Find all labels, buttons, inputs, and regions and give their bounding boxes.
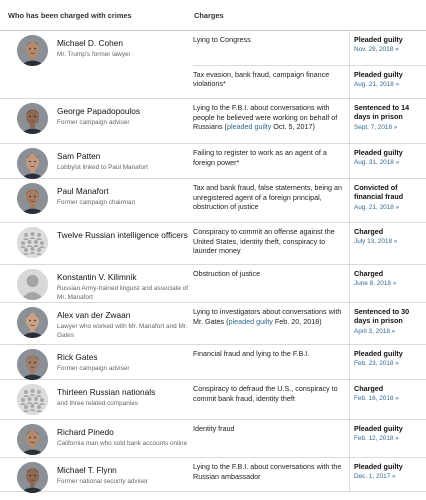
portrait-photo bbox=[17, 307, 48, 338]
charge-text: Lying to the F.B.I. about conversations with people he believed were working on behalf of Russians ( bbox=[193, 103, 338, 132]
status-cell bbox=[349, 66, 426, 99]
charge-row bbox=[193, 420, 426, 457]
charge-description: Tax and bank fraud, false statements, being an unregistered agent of a foreign principal, obstruction of justice bbox=[193, 183, 343, 212]
status-label: Pleaded guilty bbox=[354, 349, 403, 358]
status-cell bbox=[349, 345, 426, 379]
status-cell bbox=[349, 265, 426, 302]
charge-row bbox=[193, 458, 426, 491]
status-date-link[interactable]: Aug. 21, 2018 » bbox=[354, 203, 400, 211]
status-date-link[interactable]: July 13, 2018 » bbox=[354, 238, 398, 246]
status-label: Pleaded guilty bbox=[354, 424, 403, 433]
status-cell bbox=[349, 380, 426, 419]
pleaded-guilty-link[interactable]: pleaded guilty bbox=[226, 122, 272, 132]
status-label: Sentenced to 30 days in prison bbox=[354, 307, 410, 326]
table-header bbox=[0, 0, 426, 31]
pleaded-guilty-link[interactable]: pleaded guilty bbox=[228, 316, 273, 326]
person-silhouette-icon bbox=[17, 269, 48, 300]
person-description: Lawyer who worked with Mr. Manafort and Mr. Gates bbox=[57, 323, 188, 339]
status-date-link[interactable]: Dec. 1, 2017 » bbox=[354, 473, 396, 481]
person-cell bbox=[0, 179, 193, 222]
portrait-photo bbox=[17, 103, 48, 134]
group-silhouette-icon bbox=[17, 384, 48, 415]
charge-row bbox=[193, 31, 426, 65]
status-cell bbox=[349, 144, 426, 178]
status-label: Pleaded guilty bbox=[354, 69, 403, 79]
person-name: Michael D. Cohen bbox=[57, 38, 123, 48]
charge-description: Conspiracy to commit an offense against the United States, identity theft, conspiracy to launder money bbox=[193, 227, 335, 256]
header-charges: Charges bbox=[194, 10, 224, 20]
person-cell bbox=[0, 265, 193, 302]
person-cell bbox=[0, 420, 193, 457]
person-name: Paul Manafort bbox=[57, 186, 109, 196]
portrait-photo bbox=[17, 424, 48, 455]
table-body bbox=[0, 31, 426, 492]
status-date-link[interactable]: Nov. 29, 2018 » bbox=[354, 46, 399, 54]
charge-description: Conspiracy to defraud the U.S., conspiracy to commit bank fraud, identity theft bbox=[193, 384, 338, 403]
status-label: Charged bbox=[354, 384, 384, 393]
status-date-link[interactable]: April 3, 2018 » bbox=[354, 327, 396, 335]
table-row bbox=[0, 420, 426, 458]
person-name: Thirteen Russian nationals bbox=[57, 387, 156, 397]
charge-row bbox=[193, 303, 426, 344]
charge-row bbox=[193, 179, 426, 222]
person-name: Rick Gates bbox=[57, 352, 98, 362]
table-row bbox=[0, 99, 426, 144]
status-label: Sentenced to 14 days in prison bbox=[354, 103, 410, 122]
status-date-link[interactable]: Feb. 12, 2018 » bbox=[354, 435, 399, 443]
person-description: Former campaign adviser bbox=[57, 119, 130, 126]
person-name: Konstantin V. Kilimnik bbox=[57, 272, 137, 282]
portrait-photo bbox=[17, 148, 48, 179]
person-name: Richard Pinedo bbox=[57, 427, 114, 437]
status-label: Pleaded guilty bbox=[354, 35, 403, 44]
charge-description: Obstruction of justice bbox=[193, 269, 261, 278]
status-date-link[interactable]: Feb. 23, 2018 » bbox=[354, 360, 399, 368]
status-date-link[interactable]: Sept. 7, 2018 » bbox=[354, 123, 398, 131]
status-date-link[interactable]: Feb. 16, 2018 » bbox=[354, 395, 399, 403]
status-label: Pleaded guilty bbox=[354, 148, 403, 157]
charge-description bbox=[193, 303, 349, 344]
status-cell bbox=[349, 99, 426, 143]
status-label: Pleaded guilty bbox=[354, 462, 403, 471]
charge-description bbox=[193, 99, 349, 143]
portrait-photo bbox=[17, 462, 48, 493]
table-row bbox=[0, 458, 426, 492]
status-cell bbox=[349, 303, 426, 344]
person-description: Former campaign chairman bbox=[57, 199, 136, 206]
table-row bbox=[0, 223, 426, 265]
status-label: Charged bbox=[354, 227, 384, 236]
status-label: Charged bbox=[354, 269, 384, 278]
charge-row bbox=[193, 99, 426, 143]
person-cell bbox=[0, 223, 193, 264]
status-cell bbox=[349, 458, 426, 491]
charge-row bbox=[193, 380, 426, 419]
status-cell bbox=[349, 31, 426, 65]
charge-row bbox=[193, 65, 426, 99]
person-description: Russian Army-trained linguist and associate of Mr. Manafort bbox=[57, 285, 189, 301]
person-name: Alex van der Zwaan bbox=[57, 310, 131, 320]
charge-description: Identity fraud bbox=[193, 424, 235, 433]
charge-row bbox=[193, 144, 426, 178]
table-row bbox=[0, 31, 426, 99]
charge-text: Oct. 5, 2017) bbox=[271, 122, 315, 132]
charge-description: Failing to register to work as an agent of a foreign power* bbox=[193, 148, 327, 167]
charge-text: Lying to investigators about conversations with Mr. Gates ( bbox=[193, 307, 342, 326]
status-cell bbox=[349, 179, 426, 222]
charge-text: Feb. 20, 2018) bbox=[272, 316, 322, 326]
status-cell bbox=[349, 420, 426, 457]
charge-description: Lying to the F.B.I. about conversations with the Russian ambassador bbox=[193, 462, 342, 481]
person-name: Sam Patten bbox=[57, 151, 101, 161]
person-name: Michael T. Flynn bbox=[57, 465, 117, 475]
person-cell bbox=[0, 144, 193, 178]
person-cell bbox=[0, 458, 193, 491]
portrait-photo bbox=[17, 349, 48, 380]
person-description: Mr. Trump's former lawyer bbox=[57, 51, 131, 58]
charge-description: Lying to Congress bbox=[193, 35, 251, 44]
person-cell bbox=[0, 303, 193, 344]
person-cell bbox=[0, 99, 193, 143]
person-name: Twelve Russian intelligence officers bbox=[57, 230, 188, 240]
status-date-link[interactable]: Aug. 21, 2018 » bbox=[354, 80, 400, 88]
person-cell bbox=[0, 31, 193, 98]
portrait-photo bbox=[17, 35, 48, 66]
status-cell bbox=[349, 223, 426, 264]
charge-description: Financial fraud and lying to the F.B.I. bbox=[193, 349, 310, 358]
charge-row bbox=[193, 223, 426, 264]
person-name: George Papadopoulos bbox=[57, 106, 141, 116]
group-silhouette-icon bbox=[17, 227, 48, 258]
portrait-photo bbox=[17, 183, 48, 214]
charge-description: Tax evasion, bank fraud, campaign finance violations* bbox=[193, 69, 330, 89]
table-row bbox=[0, 345, 426, 380]
header-people: Who has been charged with crimes bbox=[8, 10, 132, 20]
person-description: and three related companies bbox=[57, 400, 139, 407]
status-label: Convicted of financial fraud bbox=[354, 183, 404, 202]
charge-row bbox=[193, 345, 426, 379]
person-cell bbox=[0, 345, 193, 379]
status-date-link[interactable]: Aug. 31, 2018 » bbox=[354, 159, 400, 167]
person-description: California man who sold bank accounts online bbox=[57, 440, 188, 447]
status-date-link[interactable]: June 8, 2018 » bbox=[354, 280, 397, 288]
table-row bbox=[0, 144, 426, 179]
table-row bbox=[0, 179, 426, 223]
table-row bbox=[0, 265, 426, 303]
person-description: Lobbyist linked to Paul Manafort bbox=[57, 164, 148, 171]
person-cell bbox=[0, 380, 193, 419]
table-row bbox=[0, 380, 426, 420]
table-row bbox=[0, 303, 426, 345]
person-description: Former national security adviser bbox=[57, 478, 148, 485]
person-description: Former campaign adviser bbox=[57, 365, 130, 372]
charge-row bbox=[193, 265, 426, 302]
